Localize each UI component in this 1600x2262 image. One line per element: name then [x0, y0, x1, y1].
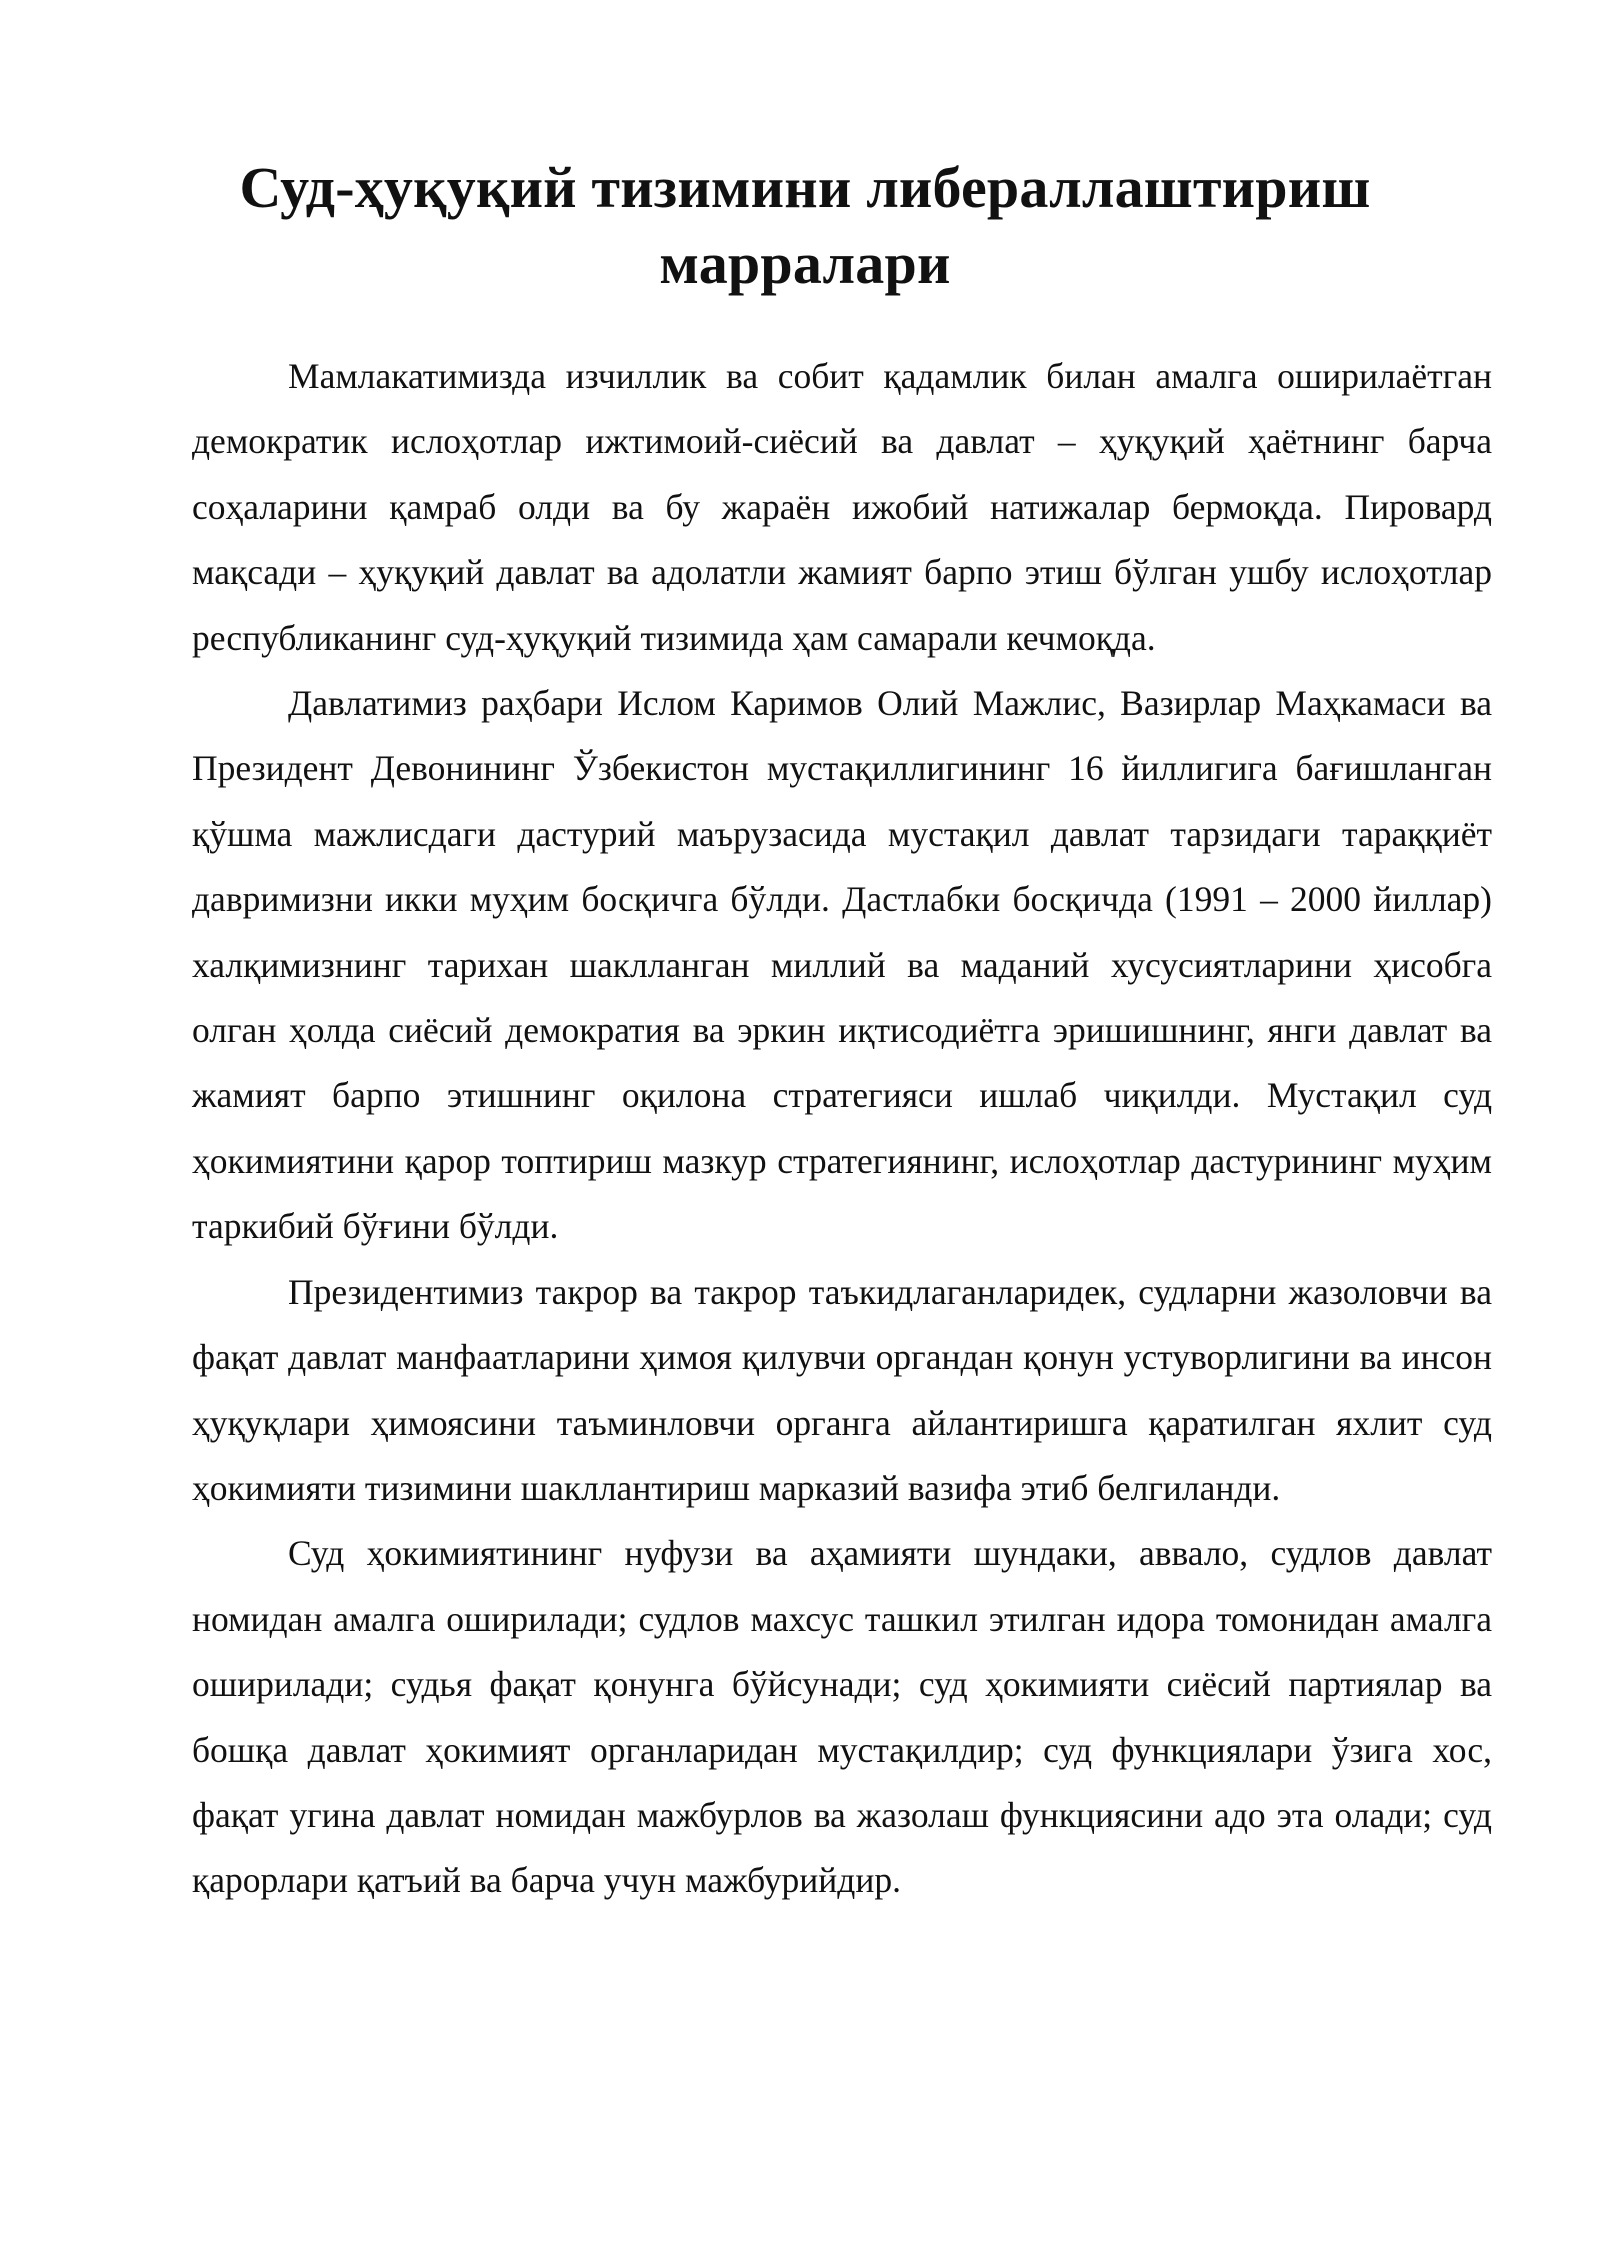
- paragraph-2: Давлатимиз раҳбари Ислом Каримов Олий Мажлис, Вазирлар Маҳкамаси ва Президент Девонининг Ўзбекистон мустақиллигининг 16 йиллигига бағишланган қўшма мажлисдаги дастурий маърузасида мустақил давлат тарзидаги тараққиёт давримизни икки муҳим босқичга бўлди. Дастлабки босқичда (1991 – 2000 йиллар) халқимизнинг тарихан шаклланган миллий ва маданий хусусиятларини ҳисобга олган ҳолда сиёсий демократия ва эркин иқтисодиётга эришишнинг, янги давлат ва жамият барпо этишнинг оқилона стратегияси ишлаб чиқилди. Мустақил суд ҳокимиятини қарор топтириш мазкур стратегиянинг, ислоҳотлар дастурининг муҳим таркибий бўғини бўлди.: [192, 683, 1492, 1247]
- paragraph-4: Суд ҳокимиятининг нуфузи ва аҳамияти шундаки, аввало, судлов давлат номидан амалга оширилади; судлов махсус ташкил этилган идора томонидан амалга оширилади; судья фақат қонунга бўйсунади; суд ҳокимияти сиёсий партиялар ва бошқа давлат ҳокимият органларидан мустақилдир; суд функциялари ўзига хос, фақат угина давлат номидан мажбурлов ва жазолаш функциясини адо эта олади; суд қарорлари қатъий ва барча учун мажбурийдир.: [192, 1533, 1492, 1901]
- document-body: [192, 344, 1492, 1914]
- paragraph-1: Мамлакатимизда изчиллик ва собит қадамлик билан амалга оширилаётган демократик ислоҳотлар ижтимоий-сиёсий ва давлат – ҳуқуқий ҳаётнинг барча соҳаларини қамраб олди ва бу жараён ижобий натижалар бермоқда. Пировард мақсади – ҳуқуқий давлат ва адолатли жамият барпо этиш бўлган ушбу ислоҳотлар республиканинг суд-ҳуқуқий тизимида ҳам самарали кечмоқда.: [192, 356, 1492, 658]
- document-title: Суд-ҳуқуқий тизимини либераллаштириш марралари: [239, 155, 1371, 296]
- paragraph-3: Президентимиз такрор ва такрор таъкидлаганларидек, судларни жазоловчи ва фақат давлат манфаатларини ҳимоя қилувчи органдан қонун устуворлигини ва инсон ҳуқуқлари ҳимоясини таъминловчи органга айлантиришга қаратилган яхлит суд ҳокимияти тизимини шакллантириш марказий вазифа этиб белгиланди.: [192, 1271, 1492, 1508]
